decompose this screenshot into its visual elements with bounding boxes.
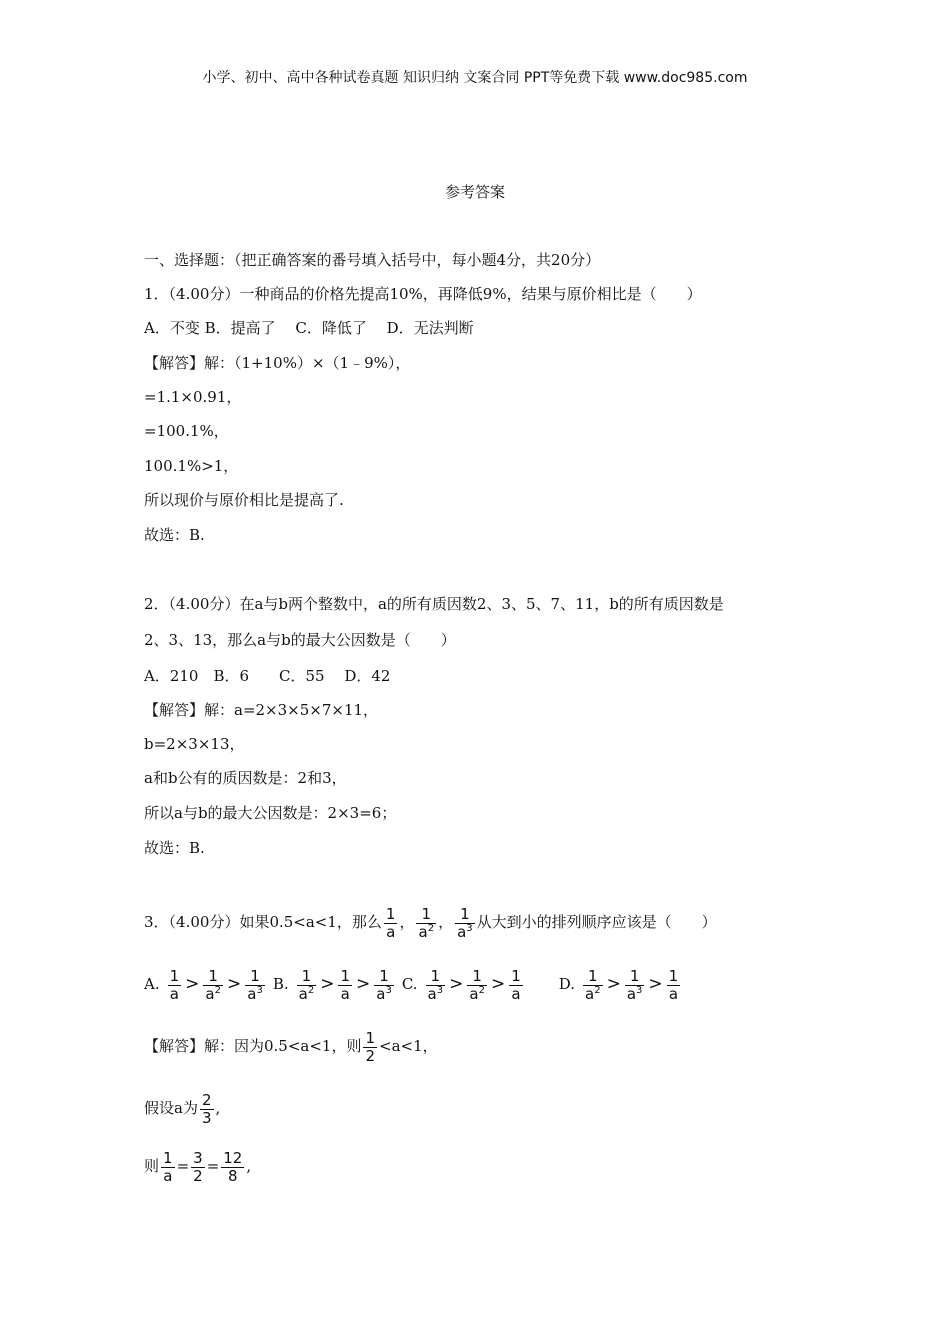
option-c-label: C. — [401, 975, 418, 993]
fraction: $\frac{1}{a^3}$ — [457, 905, 473, 941]
fraction: $\frac{1}{a^3}$ — [247, 967, 263, 1003]
option-d-label: D. — [558, 975, 575, 993]
fraction: $\frac{1}{a^2}$ — [298, 967, 315, 1003]
q2-options: A．210 B．6 C．55 D．42 — [144, 667, 391, 685]
q1-answer: 故选：B. — [144, 526, 205, 544]
q3-stem-prefix: 3．（4.00分）如果0.5<a<1，那么 — [144, 913, 382, 931]
fraction: $\frac{1}{a^2}$ — [585, 967, 601, 1003]
fraction: $\frac{12}{8}$ — [223, 1149, 243, 1185]
fraction: $\frac{2}{3}$ — [201, 1091, 212, 1127]
section-heading: 一、选择题：（把正确答案的番号填入括号中，每小题4分，共20分） — [144, 251, 601, 269]
option-b-label: B. — [272, 975, 289, 993]
fraction: $\frac{1}{a^3}$ — [427, 967, 444, 1003]
q3-options: A. $\frac{1}{a}$ > $\frac{1}{a^2}$ > $\frac{1}{a^3}$ B. $\frac{1}{a^2}$ > $\frac{1}{a}$ > $\frac{1}{a^3}$ C. $\frac{1}{a^3}$ > $\frac{1}{a^2}$ > $\frac{1}{a}$ D. $\frac{1}{a^2}$ > $\frac{1}{a^3}$ > $\frac{1}{a}$ — [144, 967, 679, 1003]
fraction: $\frac{1}{a^2}$ — [205, 967, 221, 1003]
fraction: $\frac{1}{a^3}$ — [626, 967, 643, 1003]
fraction: $\frac{1}{a}$ — [163, 1149, 173, 1185]
q1-solution-line: 100.1%>1， — [144, 457, 239, 475]
q3-solution-line: 则 $\frac{1}{a}$ = $\frac{3}{2}$ = $\frac{12}{8}$ , — [144, 1149, 252, 1185]
q2-stem-line1: 2．（4.00分）在a与b两个整数中，a的所有质因数2、3、5、7、11，b的所有质因数是 — [144, 595, 724, 613]
fraction: $\frac{1}{2}$ — [365, 1029, 376, 1065]
q3-solution-line: 【解答】解：因为0.5<a<1，则 $\frac{1}{2}$ <a<1， — [144, 1029, 438, 1065]
fraction: $\frac{1}{a}$ — [169, 967, 180, 1003]
option-a-label: A. — [144, 975, 160, 993]
fraction: $\frac{1}{a}$ — [340, 967, 350, 1003]
page-header: 小学、初中、高中各种试卷真题 知识归纳 文案合同 PPT等免费下载 www.doc985.com — [202, 70, 748, 86]
q1-options: A．不变 B．提高了 C．降低了 D．无法判断 — [144, 319, 474, 337]
page-title: 参考答案 — [444, 183, 505, 201]
fraction: $\frac{1}{a^2}$ — [469, 967, 485, 1003]
q2-solution-line: 所以a与b的最大公因数是：2×3=6； — [144, 804, 397, 822]
q1-solution-line: 所以现价与原价相比是提高了. — [144, 491, 344, 509]
q3-stem-suffix: 从大到小的排列顺序应该是（ ） — [476, 913, 717, 931]
fraction: $\frac{1}{a}$ — [511, 967, 521, 1003]
fraction: $\frac{3}{2}$ — [193, 1149, 203, 1185]
q1-solution-line: =100.1%， — [144, 422, 229, 440]
q2-answer: 故选：B. — [144, 839, 205, 857]
fraction: $\frac{1}{a}$ — [668, 967, 679, 1003]
q1-solution-line: =1.1×0.91， — [144, 388, 242, 406]
q1-stem: 1．（4.00分）一种商品的价格先提高10%，再降低9%，结果与原价相比是（ ） — [144, 285, 702, 303]
q3-solution-line: 假设a为 $\frac{2}{3}$ , — [144, 1091, 221, 1127]
q2-solution-line: 【解答】解：a=2×3×5×7×11， — [144, 701, 379, 719]
fraction: $\frac{1}{a}$ — [385, 905, 396, 941]
q2-solution-line: a和b公有的质因数是：2和3， — [144, 769, 347, 787]
fraction: $\frac{1}{a^2}$ — [418, 905, 435, 941]
q3-stem: 3．（4.00分）如果0.5<a<1，那么 $\frac{1}{a}$ ， $\frac{1}{a^2}$ ， $\frac{1}{a^3}$ 从大到小的排列顺序应该是（ ） — [144, 905, 717, 941]
q1-solution-line: 【解答】解：（1+10%）×（1﹣9%）， — [144, 354, 411, 372]
fraction: $\frac{1}{a^3}$ — [376, 967, 392, 1003]
q2-stem-line2: 2、3、13，那么a与b的最大公因数是（ ） — [144, 631, 456, 649]
q2-solution-line: b=2×3×13， — [144, 735, 245, 753]
